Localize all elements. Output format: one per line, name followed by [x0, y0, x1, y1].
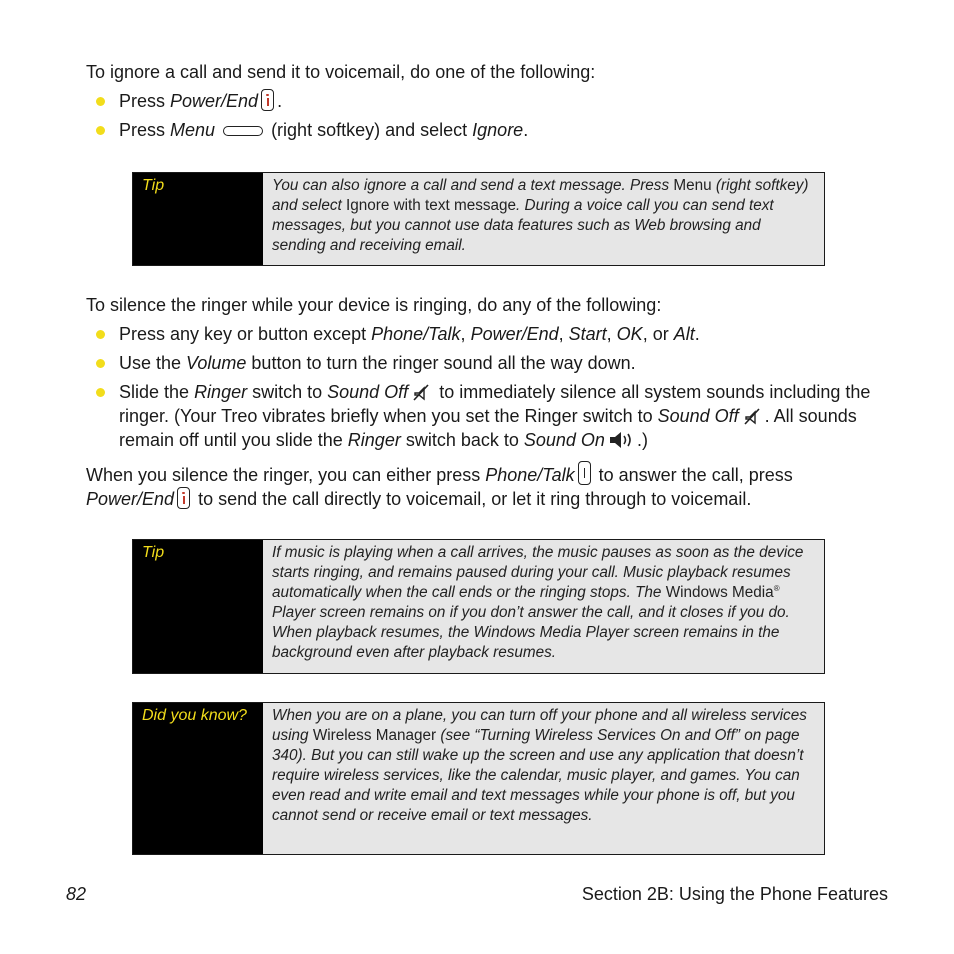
- power-end-key-icon: [177, 487, 190, 509]
- tip-label: Tip: [142, 177, 165, 194]
- when-paragraph: When you silence the ringer, you can either press Phone/Talk to answer the call, press Power/End to send the call directly to voicemail, or let it ring through to voicemail.: [86, 461, 876, 511]
- bullet: [96, 126, 105, 135]
- bullet: [96, 388, 105, 397]
- tip-label: Tip: [142, 544, 165, 561]
- menu-item-name: Ignore: [472, 120, 524, 140]
- tip-label-panel: [133, 540, 263, 673]
- page-number: 82: [66, 884, 87, 904]
- section-title: Section 2B: Using the Phone Features: [581, 884, 888, 904]
- silence-intro: To silence the ringer while your device is ringing, do any of the following:: [86, 295, 662, 315]
- bullet: [96, 359, 105, 368]
- bullet: [96, 97, 105, 106]
- sound-on-icon: [608, 431, 634, 449]
- tip-label-panel: [133, 173, 263, 265]
- sound-off-icon: [411, 383, 431, 401]
- did-you-know-label: Did you know?: [142, 707, 247, 724]
- tip-text: If music is playing when a call arrives, the music pauses as soon as the device starts ringing, and remains paused during your call. Music playback resumes automatically when the call ends or the ringing stops. The Windows Media® Player screen remains on if you don’t answer the call, and it closes if you do. When playback resumes, the Windows Media Player screen remains in the background even after playback resumes.: [272, 544, 804, 661]
- ignore-intro: To ignore a call and send it to voicemail, do one of the following:: [86, 62, 596, 82]
- did-you-know-text: When you are on a plane, you can turn off your phone and all wireless services using Wireless Manager (see “Turning Wireless Services On and Off” on page 340). But you can still wake up the screen and use any application that doesn’t require wireless services, like the calendar, music player, and games. You can even read and write email and text messages while your phone is off, but you cannot send or receive email or text messages.: [272, 707, 807, 824]
- bullet: [96, 330, 105, 339]
- menu-softkey-icon: [223, 126, 263, 136]
- power-end-key-icon: [261, 89, 274, 111]
- tip-box: [132, 172, 825, 266]
- tip-text: You can also ignore a call and send a text message. Press Menu (right softkey) and select Ignore with text message. During a voice call you can send text messages, but you cannot use data features such as Web browsing and sending and receiving email.: [272, 177, 809, 254]
- did-you-know-label-panel: [133, 703, 263, 854]
- did-you-know-box: [132, 702, 825, 855]
- sound-off-icon: [742, 407, 762, 425]
- tip-box: [132, 539, 825, 674]
- key-name: Power/End: [170, 91, 259, 111]
- key-name: Menu: [170, 120, 216, 140]
- phone-talk-key-icon: [578, 461, 591, 485]
